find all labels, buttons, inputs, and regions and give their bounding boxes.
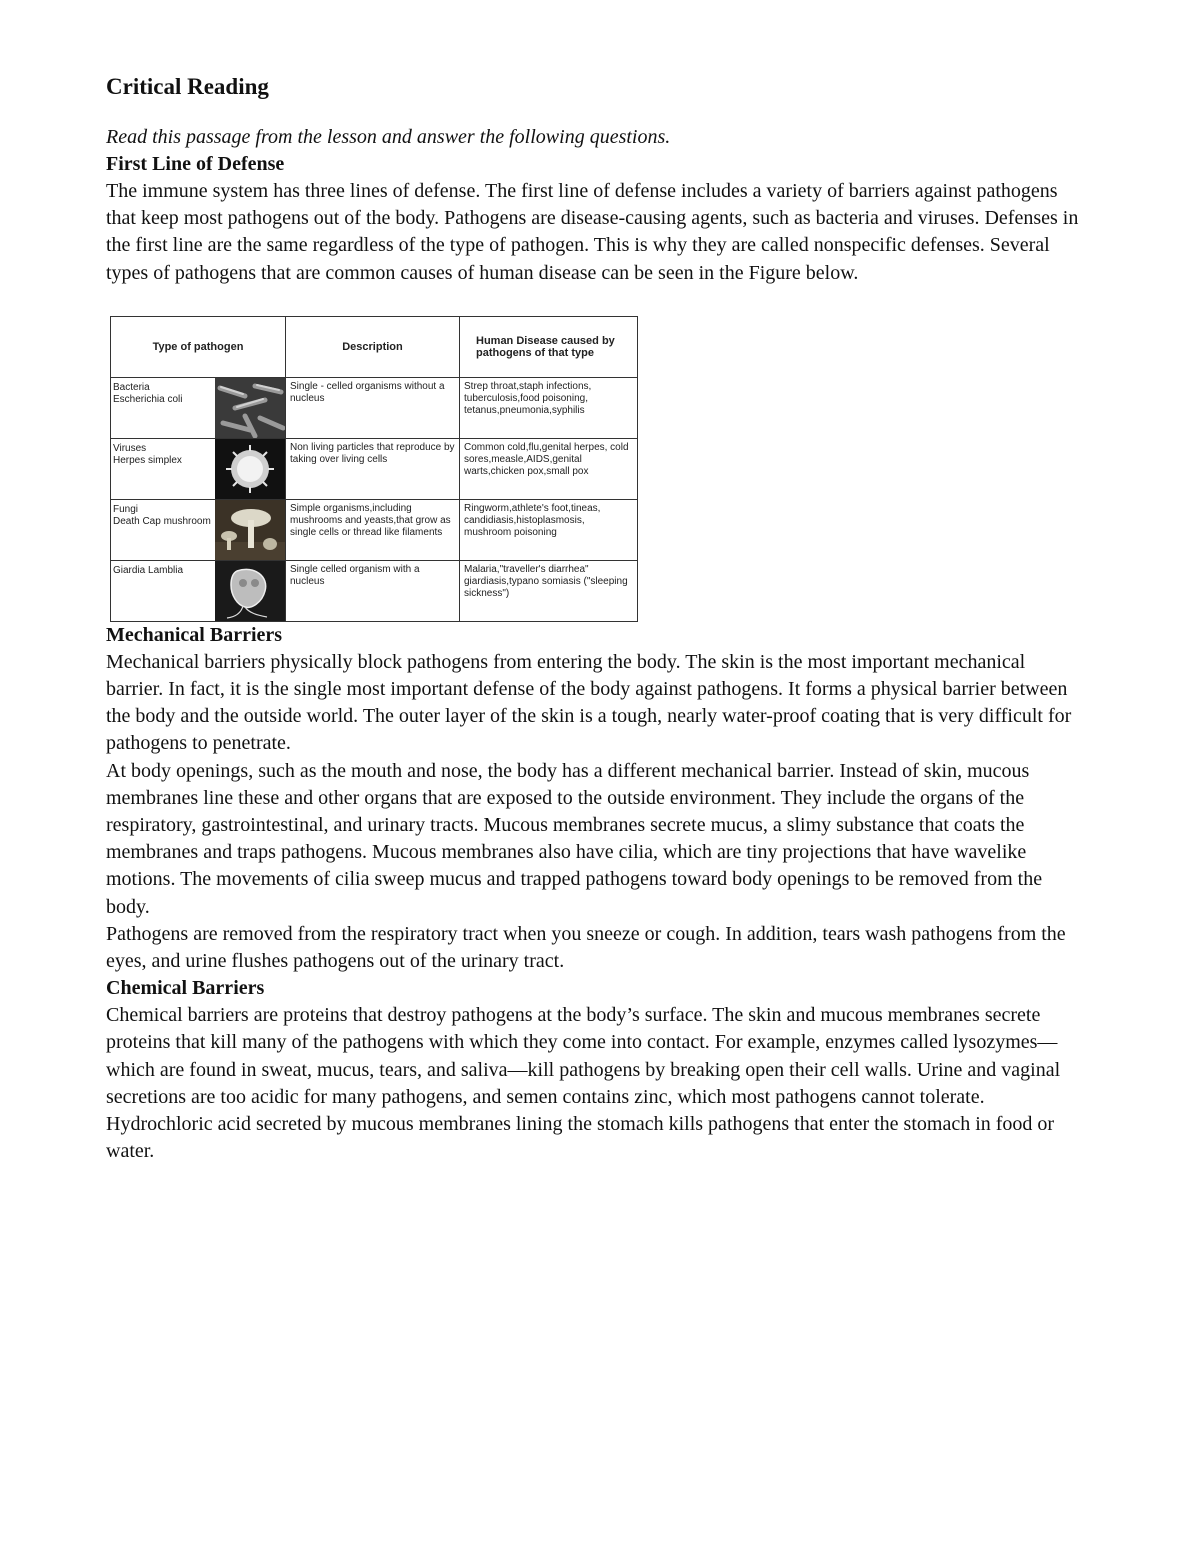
figure-row-bacteria [111,377,637,438]
figure-row-giardia [111,560,637,621]
bacteria-micrograph-icon [215,378,285,438]
header-type: Type of pathogen [152,340,244,353]
pathogen-name: Fungi [113,503,139,515]
heading-first-line-of-defense: First Line of Defense [106,153,285,175]
paragraph-first-line: The immune system has three lines of defense. The first line of defense includes a variety of barriers against pathogens that keep most pathogens out of the body. Pathogens are disease-causing agents, such as bacteria and viruses. Defenses in the first line are the same regardless of the type of pathogen. This is why they are called nonspecific defenses. Several types of pathogens that are common causes of human disease can be seen in the Figure below. [106,180,1079,284]
description-viruses: Non living particles that reproduce by taking over living cells [285,439,459,499]
description-giardia: Single celled organism with a nucleus [285,561,459,621]
intro-text: Read this passage from the lesson and answer the following questions. [106,126,671,148]
pathogen-figure-table [110,316,638,622]
pathogen-example: Death Cap mushroom [113,515,211,527]
description-bacteria: Single - celled organisms without a nucleus [285,378,459,438]
header-description: Description [285,317,459,377]
pathogen-name: Bacteria [113,381,150,393]
disease-viruses: Common cold,flu,genital herpes, cold sores,measle,AIDS,genital warts,chicken pox,small pox [459,439,637,499]
mushroom-photo-icon [215,500,285,560]
page-title: Critical Reading [106,74,269,99]
pathogen-example: Herpes simplex [113,454,182,466]
description-fungi: Simple organisms,including mushrooms and yeasts,that grow as single cells or thread like filaments [285,500,459,560]
heading-mechanical-barriers: Mechanical Barriers [106,623,283,646]
pathogen-example: Escherichia coli [113,393,183,405]
disease-fungi: Ringworm,athlete's foot,tineas, candidiasis,histoplasmosis, mushroom poisoning [459,500,637,560]
disease-bacteria: Strep throat,staph infections, tuberculosis,food poisoning, tetanus,pneumonia,syphilis [459,378,637,438]
pathogen-name: Viruses [113,442,147,454]
virus-micrograph-icon [215,439,285,499]
heading-chemical-barriers: Chemical Barriers [106,977,265,1000]
paragraph-mechanical-2: At body openings, such as the mouth and nose, the body has a different mechanical barrier. Instead of skin, mucous membranes line these and other organs that are exposed to the outside environment. They include the organs of the respiratory, gastrointestinal, and urinary tracts. Mucous membranes secrete mucus, a slimy substance that coats the membranes and traps pathogens. Mucous membranes also have cilia, which are tiny projections that have wavelike motions. The movements of cilia sweep mucus and trapped pathogens toward body openings to be removed from the body. [106,759,1043,918]
figure-row-fungi [111,499,637,560]
header-disease: Human Disease caused by pathogens of that type [459,317,637,377]
paragraph-chemical: Chemical barriers are proteins that destroy pathogens at the body’s surface. The skin and mucous membranes secrete proteins that kill many of the pathogens with which they come into contact. For example, enzymes called lysozymes—which are found in sweat, mucus, tears, and saliva—kill pathogens by breaking open their cell walls. Urine and vaginal secretions are too acidic for many pathogens, and semen contains zinc, which most pathogens cannot tolerate. Hydrochloric acid secreted by mucous membranes lining the stomach kills pathogens that enter the stomach in food or water. [106,1004,1061,1163]
figure-row-viruses [111,438,637,499]
paragraph-mechanical-1: Mechanical barriers physically block pathogens from entering the body. The skin is the most important mechanical barrier. In fact, it is the single most important defense of the body against pathogens. It forms a physical barrier between the body and the outside world. The outer layer of the skin is a tough, nearly water-proof coating that is very difficult for pathogens to penetrate. [106,650,1072,755]
document-page [106,70,1086,1165]
giardia-micrograph-icon [215,561,285,621]
figure-header-row [111,317,637,377]
pathogen-name: Giardia Lamblia [113,564,184,576]
paragraph-mechanical-3: Pathogens are removed from the respiratory tract when you sneeze or cough. In addition, tears wash pathogens from the eyes, and urine flushes pathogens out of the urinary tract. [106,922,1066,973]
disease-giardia: Malaria,"traveller's diarrhea" giardiasis,typano somiasis ("sleeping sickness") [459,561,637,621]
